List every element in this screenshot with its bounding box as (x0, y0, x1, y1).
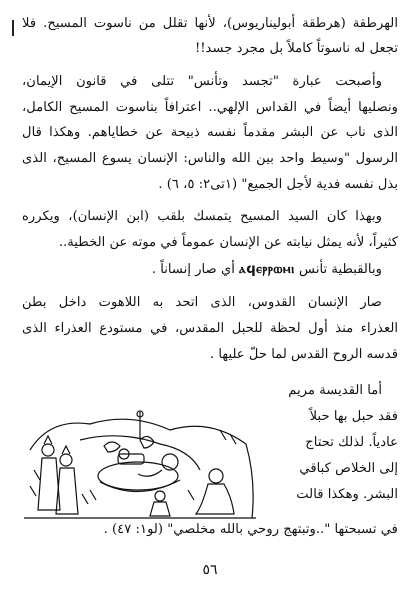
text-line-9: كثيراً، لأنه يمثل نيابته عن الإنسان عموماً في موته عن الخطية.. (58, 235, 398, 250)
text-line-4: ونصليها أيضاً في القداس الإلهي.. اعترافاً بناسوت المسيح الكامل، (22, 100, 398, 115)
text-line-18: البشر. وهكذا قالت (296, 487, 398, 502)
text-line-2: تجعل له ناسوتاً كاملاً بل مجرد جسد!! (194, 41, 398, 56)
coptic-prefix: وبالقبطية تأنس (299, 262, 382, 277)
text-line-16: عادياً. لذلك تحتاج (305, 435, 398, 450)
text-line-7: بذل نفسه فدية لأجل الجميع" (١تى٢: ٥، ٦) . (158, 177, 398, 192)
text-line-8: وبهذا كان السيد المسيح يتمسك بلقب (ابن الإنسان)، ويكرره (22, 209, 382, 224)
text-line-13: قدسه الروح القدس لما حلّ عليها . (209, 347, 398, 362)
coptic-line (152, 260, 382, 280)
text-line-6: الرسول "وسيط واحد بين الله والناس: الإنسان يسوع المسيح، الذى (22, 151, 398, 166)
text-line-12: العذراء منذ أول لحظة للحبل المقدس، في مستودع العذراء الذى (22, 321, 398, 336)
text-line-1: الهرطقة (هرطقة أبوليناريوس)، لأنها تقلل من ناسوت المسيح. فلا (22, 16, 398, 31)
text-line-19: في تسبحتها "..وتبتهج روحي بالله مخلصي" (لو١: ٤٧) . (103, 522, 398, 537)
text-line-14: أما القديسة مريم (288, 383, 382, 398)
text-line-17: إلى الخلاص كباقي (299, 461, 398, 476)
coptic-suffix: أي صار إنساناً . (151, 262, 235, 277)
nativity-illustration-icon (20, 410, 260, 522)
coptic-word: ⲁϥⲉⲣⲣⲱⲙⲓ (239, 262, 295, 277)
page-number: ٥٦ (202, 562, 218, 578)
text-line-5: الذى ناب عن البشر مقدماً نفسه ذبيحة عن خطاياهم. وهكذا قال (22, 125, 398, 140)
text-line-15: فقد حبل بها حبلاً (309, 409, 398, 424)
text-line-3: وأصبحت عبارة "تجسد وتأنس" تتلى في قانون الإيمان، (22, 74, 382, 89)
margin-bracket (12, 20, 22, 36)
text-line-11: صار الإنسان القدوس، الذى اتحد به اللاهوت داخل بطن (22, 295, 382, 310)
